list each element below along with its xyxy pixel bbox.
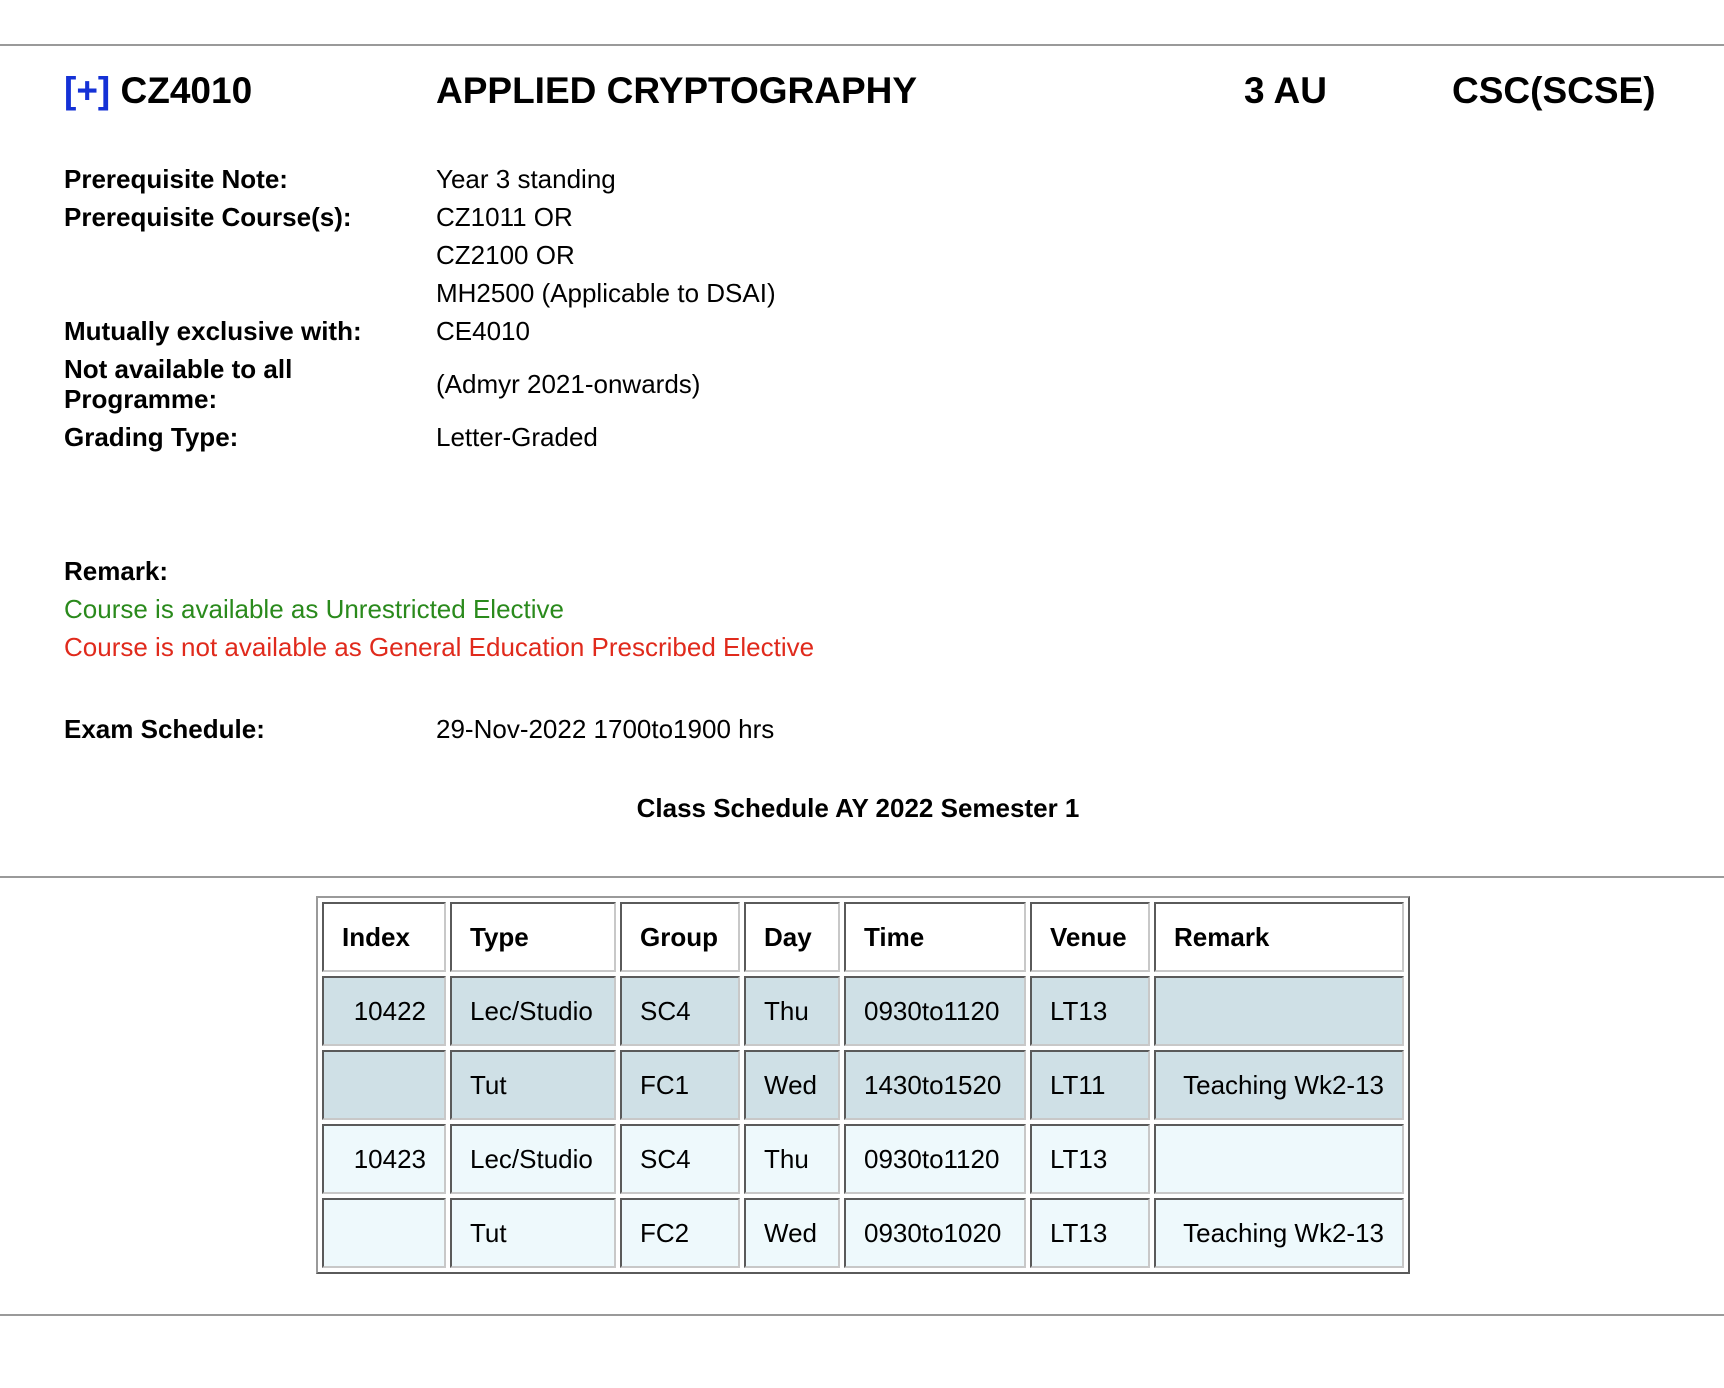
not-available-label-line2: Programme:	[64, 384, 218, 414]
cell-day: Wed	[744, 1198, 840, 1268]
cell-index	[322, 1050, 446, 1120]
header-remark: Remark	[1154, 902, 1404, 972]
exam-value: 29-Nov-2022 1700to1900 hrs	[436, 714, 775, 744]
cell-group: FC1	[620, 1050, 740, 1120]
cell-group: SC4	[620, 1124, 740, 1194]
cell-type: Lec/Studio	[450, 1124, 616, 1194]
schedule-caption: Class Schedule AY 2022 Semester 1	[636, 793, 1080, 823]
mutex-label: Mutually exclusive with:	[64, 316, 362, 346]
mutex-value: CE4010	[436, 316, 530, 346]
prereq-course-label: Prerequisite Course(s):	[64, 202, 352, 232]
course-au: 3 AU	[1244, 70, 1327, 111]
course-title: APPLIED CRYPTOGRAPHY	[436, 70, 918, 111]
cell-remark: Teaching Wk2-13	[1154, 1050, 1404, 1120]
header-time: Time	[844, 902, 1026, 972]
cell-type: Tut	[450, 1198, 616, 1268]
cell-remark	[1154, 1124, 1404, 1194]
class-schedule-table	[316, 896, 1410, 1274]
cell-index	[322, 1198, 446, 1268]
table-row	[322, 1198, 1404, 1268]
course-code	[64, 70, 252, 112]
cell-venue: LT13	[1030, 1198, 1150, 1268]
cell-day: Thu	[744, 976, 840, 1046]
header-group: Group	[620, 902, 740, 972]
cell-time: 0930to1020	[844, 1198, 1026, 1268]
cell-time: 0930to1120	[844, 1124, 1026, 1194]
prereq-note-label: Prerequisite Note:	[64, 164, 288, 194]
header-venue: Venue	[1030, 902, 1150, 972]
grading-value: Letter-Graded	[436, 422, 598, 452]
remark-not-available: Course is not available as General Education Prescribed Elective	[64, 632, 815, 662]
cell-type: Tut	[450, 1050, 616, 1120]
prereq-course-3: MH2500 (Applicable to DSAI)	[436, 278, 776, 308]
header-index: Index	[322, 902, 446, 972]
cell-time: 0930to1120	[844, 976, 1026, 1046]
exam-label: Exam Schedule:	[64, 714, 265, 744]
table-header-row	[322, 902, 1404, 972]
cell-remark: Teaching Wk2-13	[1154, 1198, 1404, 1268]
cell-day: Thu	[744, 1124, 840, 1194]
cell-index: 10422	[322, 976, 446, 1046]
prereq-course-1: CZ1011 OR	[436, 202, 573, 232]
cell-day: Wed	[744, 1050, 840, 1120]
middle-divider	[0, 876, 1724, 878]
cell-group: FC2	[620, 1198, 740, 1268]
header-day: Day	[744, 902, 840, 972]
cell-remark	[1154, 976, 1404, 1046]
remark-label: Remark:	[64, 556, 169, 586]
header-type: Type	[450, 902, 616, 972]
table-row	[322, 1050, 1404, 1120]
cell-group: SC4	[620, 976, 740, 1046]
cell-venue: LT13	[1030, 1124, 1150, 1194]
cell-venue: LT11	[1030, 1050, 1150, 1120]
not-available-value: (Admyr 2021-onwards)	[436, 369, 701, 399]
course-code-text: CZ4010	[120, 70, 253, 111]
top-divider	[0, 44, 1724, 46]
cell-time: 1430to1520	[844, 1050, 1026, 1120]
table-row	[322, 1124, 1404, 1194]
cell-venue: LT13	[1030, 976, 1150, 1046]
class-schedule-table-wrap	[316, 896, 1410, 1274]
remark-available: Course is available as Unrestricted Elective	[64, 594, 564, 624]
cell-index: 10423	[322, 1124, 446, 1194]
bottom-divider	[0, 1314, 1724, 1316]
prereq-note-value: Year 3 standing	[436, 164, 616, 194]
course-department: CSC(SCSE)	[1452, 70, 1656, 111]
table-row	[322, 976, 1404, 1046]
cell-type: Lec/Studio	[450, 976, 616, 1046]
prereq-course-2: CZ2100 OR	[436, 240, 575, 270]
expand-toggle-link[interactable]: [+]	[64, 70, 111, 111]
not-available-label-line1: Not available to all	[64, 354, 293, 384]
grading-label: Grading Type:	[64, 422, 239, 452]
